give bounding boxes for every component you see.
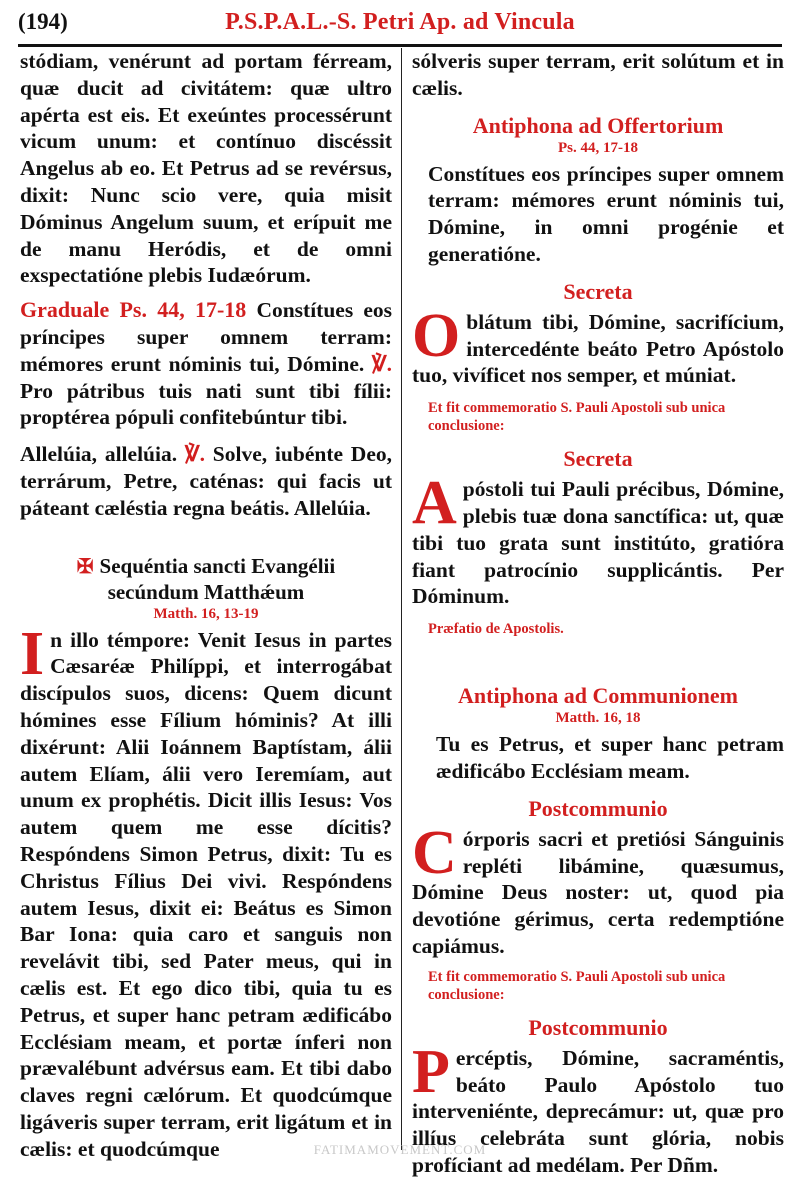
postcommunio-drop-cap-1: C xyxy=(412,818,457,887)
right-column xyxy=(412,48,784,1177)
page-header xyxy=(18,0,782,47)
lesson-end-text: stódiam, venérunt ad portam férream, quæ ducit ad civitátem: quæ ultro apérta est eis. Et exeúntes processérunt vicum unum: et contínuo discéssit Angelus ab eo. Et Petrus ad se revérsus, dixit: Nunc scio vere, quia misit Dóminus Angelum suum, et erípuit me de manu Heródis, et de omni exspectatióne plebis Iudæórum. xyxy=(20,49,392,288)
communion-title: Antiphona ad Communionem xyxy=(458,683,738,709)
commemoration-rubric-1: Et fit commemoratio S. Pauli Apostoli sub unica conclusione: xyxy=(428,400,726,435)
running-title: P.S.P.A.L.-S. Petri Ap. ad Vincula xyxy=(225,8,575,35)
watermark: FATIMAMOVEMENT.COM xyxy=(313,1142,487,1157)
graduale-label: Graduale Ps. 44, 17-18 xyxy=(20,297,247,323)
secreta-text-2: póstoli tui Pauli précibus, Dómine, plebis tuæ dona sanctífica: ut, quæ tibi tuo grata sunt institúto, gratióra fiant patrocínio supplicántis. Per Dóminum. xyxy=(412,477,784,609)
postcommunio-block-1 xyxy=(412,818,784,960)
secreta-title-1: Secreta xyxy=(563,278,633,304)
gospel-text-block xyxy=(20,619,392,1163)
column-divider xyxy=(401,48,402,1150)
secreta-drop-cap-1: O xyxy=(412,301,461,370)
secreta-title-2: Secreta xyxy=(563,446,633,472)
gospel-title-line-1: Sequéntia sancti Evangélii xyxy=(99,553,336,578)
alleluia-block xyxy=(20,441,392,521)
gospel-text: n illo témpore: Venit Iesus in partes Cæsaréæ Philíppi, et interrogábat discípulos suos, dicens: Quem dicunt hómines esse Fílium hóminis? At illi dixérunt: Alii Ioánnem Baptístam, álii autem Elíam, álii vero Ieremíam, aut unum ex prophétis. Dicit illis Iesus: Vos autem quem me esse dícitis? Respóndens Simon Petrus, dixit: Tu es Christus Fílius Dei vivi. Respóndens autem Iesus, dixit ei: Beátus es Simon Bar Iona: quia caro et sanguis non revelávit tibi, sed Pater meus, qui in cælis est. Et ego dico tibi, quia tu es Petrus, et super hanc petram ædificábo Ecclésiam meam, et portæ ínferi non prævalébunt advérsus eam. Et tibi dabo claves regni cælórum. Et quodcúmque ligáveris super terram, erit ligátum et in cælis: et quodcúmque xyxy=(20,627,392,1161)
offertory-title: Antiphona ad Offertorium xyxy=(472,112,724,138)
graduale-text-2: Pro pátribus tuis nati sunt tibi fílii: proptérea pópuli confitebúntur tibi. xyxy=(20,378,392,430)
postcommunio-text-1: órporis sacri et pretiósi Sánguinis repléti libámine, quæsumus, Dómine Deus noster: ut, quod pia devotióne gérimus, certa redemptióne capiámus. xyxy=(412,826,784,958)
commemoration-rubric-2: Et fit commemoratio S. Pauli Apostoli sub unica conclusione: xyxy=(428,968,726,1003)
alleluia-1: Allelúia, allelúia. xyxy=(20,442,178,467)
offertory-citation: Ps. 44, 17-18 xyxy=(558,139,638,156)
graduale-text-1: Constítues eos príncipes super omnem terram: mémores erunt nóminis tui, Dómine. xyxy=(20,298,393,376)
communion-text: Tu es Petrus, et super hanc petram ædificábo Ecclésiam meam. xyxy=(436,732,784,783)
versicle-symbol: ℣. xyxy=(371,351,392,376)
preface-rubric: Præfatio de Apostolis. xyxy=(428,621,564,638)
gospel-citation: Matth. 16, 13-19 xyxy=(153,605,259,622)
gospel-heading xyxy=(20,554,392,623)
postcommunio-block-2 xyxy=(412,1037,784,1179)
secreta-block-1 xyxy=(412,301,784,389)
postcommunio-text-2: ercéptis, Dómine, sacraméntis, beáto Paulo Apóstolo tuo interveniénte, deprecámur: ut, quæ pro illíus celebráta sunt glória, nobis profíciant ad medélam. Per Dñm. xyxy=(412,1045,784,1177)
versicle-symbol-2: ℣. xyxy=(184,442,205,467)
postcommunio-title-1: Postcommunio xyxy=(528,795,668,821)
left-column xyxy=(20,48,393,1161)
offertory-text: Constítues eos príncipes super omnem terram: mémores erunt nóminis tui, Dómine, in omni progénie et generatióne. xyxy=(428,161,784,266)
postcommunio-drop-cap-2: P xyxy=(412,1037,450,1106)
communion-citation: Matth. 16, 18 xyxy=(555,710,641,727)
gospel-continuation: sólveris super terram, erit solútum et in cælis. xyxy=(412,49,784,100)
graduale-block xyxy=(20,297,392,431)
postcommunio-title-2: Postcommunio xyxy=(528,1014,668,1040)
secreta-text-1: blátum tibi, Dómine, sacrifícium, intercedénte beáto Petro Apóstolo tuo, vivíficet nos semper, et múniat. xyxy=(412,309,784,388)
secreta-drop-cap-2: A xyxy=(412,469,457,538)
alleluia-text: Solve, iubénte Deo, terrárum, Petre, caténas: qui facis ut páteant cæléstia regna beátis. Allelúia. xyxy=(20,442,393,520)
secreta-block-2 xyxy=(412,469,784,610)
gospel-title-line-2: secúndum Matthǽum xyxy=(107,579,305,604)
page-number: (194) xyxy=(18,9,68,34)
cross-icon: ✠ xyxy=(76,555,94,578)
gospel-drop-cap: I xyxy=(20,619,45,688)
